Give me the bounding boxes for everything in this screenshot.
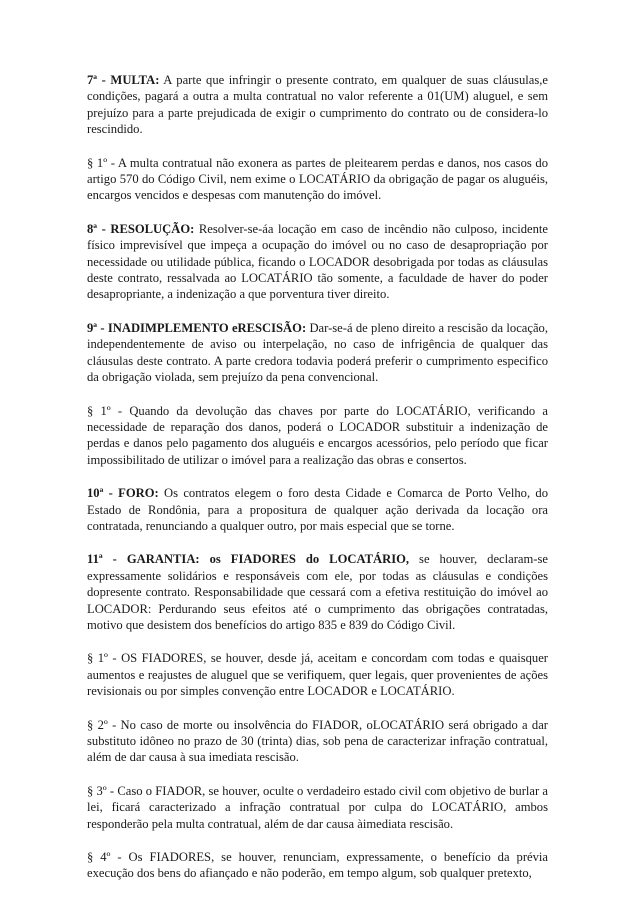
clause-10-foro — [87, 485, 548, 534]
clause-11-paragraph-4 — [87, 849, 548, 882]
clause-heading: 7ª - MULTA: — [87, 73, 160, 87]
clause-text: § 1º - OS FIADORES, se houver, desde já, aceitam e concordam com todas e quaisquer aumentos e reajustes de aluguel que se verifiquem, quer legais, quer provenientes de ações revisionais ou por simples convenção entre LOCADOR e LOCATÁRIO. — [87, 651, 548, 699]
clause-heading: 10ª - FORO: — [87, 486, 159, 501]
clause-text: § 2º - No caso de morte ou insolvência do FIADOR, oLOCATÁRIO será obrigado a dar substituto idôneo no prazo de 30 (trinta) dias, sob pena de caracterizar infração contratual, além de dar causa à sua imediata rescisão. — [87, 717, 548, 765]
clause-text: § 1º - Quando da devolução das chaves por parte do LOCATÁRIO, verificando a necessidade de reparação dos danos, poderá o LOCADOR substituir a indenização de perdas e danos pelo pagamento dos aluguéis e encargos acessórios, pelo período que ficar impossibilitado de utilizar o imóvel para a realização das obras e consertos. — [87, 403, 548, 467]
clause-11-paragraph-3 — [87, 783, 548, 832]
clause-9-paragraph-1 — [87, 403, 548, 469]
clause-text: § 1º - A multa contratual não exonera as partes de pleitearem perdas e danos, nos casos do artigo 570 do Código Civil, nem exime o LOCATÁRIO da obrigação de pagar os aluguéis, encargos vencidos e despesas com manutenção do imóvel. — [87, 155, 548, 203]
clause-text: se houver, declaram-se expressamente solidários e responsáveis com ele, por todas as cláusulas e condições dopresente contrato. Responsabilidade que cessará com a efetiva restituição do imóvel ao LOCADOR: Perdurando seus efeitos até o cumprimento das obrigações contratadas, motivo que desistem dos benefícios do artigo 835 e 839 do Código Civil. — [87, 552, 548, 632]
clause-9-inadimplemento — [87, 320, 548, 386]
clause-heading: 8ª - RESOLUÇÃO: — [87, 221, 195, 236]
clause-7-paragraph-1 — [87, 155, 548, 204]
clause-text: § 3º - Caso o FIADOR, se houver, oculte o verdadeiro estado civil com objetivo de burlar a lei, ficará caracterizado a infração contratual por culpa do LOCATÁRIO, ambos responderão pela multa contratual, além de dar causa àimediata rescisão. — [87, 783, 548, 831]
clause-11-paragraph-2 — [87, 717, 548, 766]
clause-text: Os contratos elegem o foro desta Cidade e Comarca de Porto Velho, do Estado de Rondônia, para a propositura de qualquer ação derivada da locação ora contratada, renunciando a qualquer outro, por mais especial que se torne. — [87, 486, 548, 533]
clause-11-paragraph-1 — [87, 650, 548, 699]
clause-7-multa — [87, 72, 548, 138]
clause-text: Resolver-se-áa locação em caso de incêndio não culposo, incidente físico imprevisível que impeça a ocupação do imóvel ou no caso de desapropriação por necessidade ou utilidade pública, ficando o LOCADOR desobrigada por todas as cláusulas deste contrato, ressalvada ao LOCATÁRIO tão somente, a faculdade de haver do poder desapropriante, a indenização a que porventura tiver direito. — [87, 221, 548, 302]
clause-text: § 4º - Os FIADORES, se houver, renunciam, expressamente, o benefício da prévia execução dos bens do afiançado e não poderão, em tempo algum, sob qualquer pretexto, — [87, 850, 548, 881]
clause-8-resolucao — [87, 221, 548, 303]
clause-11-garantia — [87, 551, 548, 633]
clause-heading: 11ª - GARANTIA: os FIADORES do LOCATÁRIO, — [87, 552, 410, 567]
clause-text: Dar-se-á de pleno direito a rescisão da locação, independentemente de aviso ou interpelação, no caso de infrigência de qualquer das cláusulas deste contrato. A parte credora todavia poderá preferir o cumprimento especifico da obrigação violada, sem prejuízo da pena convencional. — [87, 320, 548, 385]
clause-text: A parte que infringir o presente contrato, em qualquer de suas cláusulas,e condições, pagará a outra a multa contratual no valor referente a 01(UM) aluguel, e sem prejuízo para a parte prejudicada de exigir o cumprimento do contrato ou de considera-lo rescindido. — [87, 73, 548, 137]
clause-heading: 9ª - INADIMPLEMENTO eRESCISÃO: — [87, 320, 307, 335]
document-page — [87, 72, 548, 899]
